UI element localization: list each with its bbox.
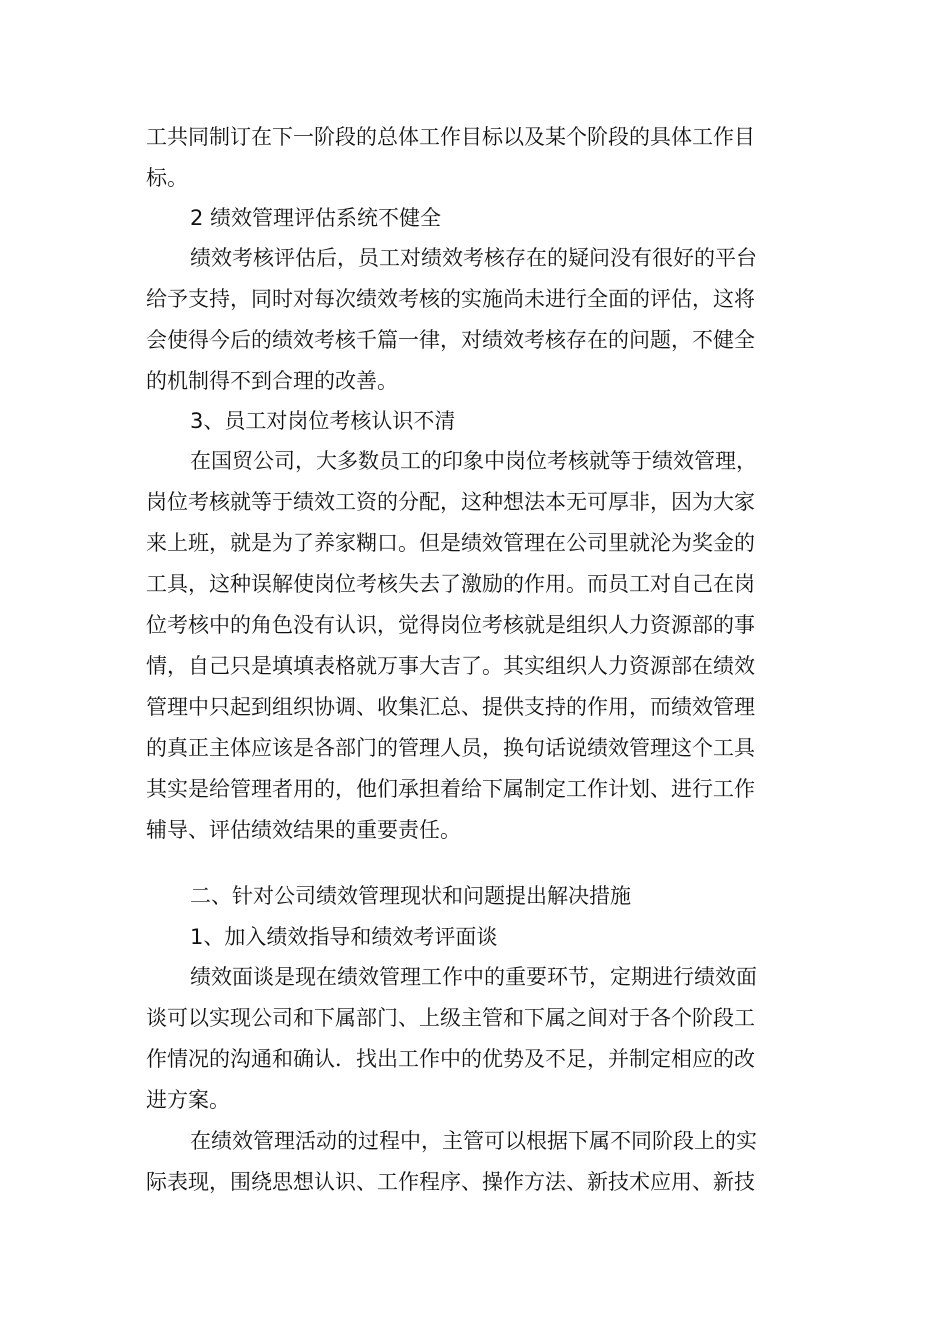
- body-text-line: 工具，这种误解使岗位考核失去了激励的作用。而员工对自己在岗: [146, 572, 755, 596]
- body-text-line: 会使得今后的绩效考核千篇一律，对绩效考核存在的问题，不健全: [146, 328, 755, 352]
- body-text-line: 来上班，就是为了养家糊口。但是绩效管理在公司里就沦为奖金的: [146, 531, 755, 555]
- body-text-line: 在绩效管理活动的过程中，主管可以根据下属不同阶段上的实: [190, 1129, 757, 1153]
- body-text-line: 岗位考核就等于绩效工资的分配，这种想法本无可厚非，因为大家: [146, 490, 755, 514]
- body-text-line: 管理中只起到组织协调、收集汇总、提供支持的作用，而绩效管理: [146, 695, 755, 719]
- body-text-line: 给予支持，同时对每次绩效考核的实施尚未进行全面的评估，这将: [146, 287, 755, 311]
- body-text-line: 谈可以实现公司和下属部门、上级主管和下属之间对于各个阶段工: [146, 1006, 755, 1030]
- body-text-line: 进方案。: [146, 1088, 230, 1112]
- body-text-line: 的机制得不到合理的改善。: [146, 369, 398, 393]
- body-text-line: 标。: [146, 166, 188, 190]
- section-heading: 二、针对公司绩效管理现状和问题提出解决措施: [190, 884, 631, 908]
- body-text-line: 位考核中的角色没有认识，觉得岗位考核就是组织人力资源部的事: [146, 613, 755, 637]
- section-heading: 2 绩效管理评估系统不健全: [190, 206, 442, 230]
- body-text-line: 在国贸公司，大多数员工的印象中岗位考核就等于绩效管理，: [190, 449, 757, 473]
- body-text-line: 作情况的沟通和确认．找出工作中的优势及不足，并制定相应的改: [146, 1047, 755, 1071]
- body-text-line: 工共同制订在下一阶段的总体工作目标以及某个阶段的具体工作目: [146, 125, 755, 149]
- body-text-line: 绩效考核评估后，员工对绩效考核存在的疑问没有很好的平台: [190, 246, 757, 270]
- body-text-line: 际表现，围绕思想认识、工作程序、操作方法、新技术应用、新技: [146, 1170, 755, 1194]
- body-text-line: 其实是给管理者用的，他们承担着给下属制定工作计划、进行工作: [146, 777, 755, 801]
- section-heading: 1、加入绩效指导和绩效考评面谈: [190, 925, 498, 949]
- body-text-line: 绩效面谈是现在绩效管理工作中的重要环节，定期进行绩效面: [190, 965, 757, 989]
- body-text-line: 辅导、评估绩效结果的重要责任。: [146, 818, 461, 842]
- body-text-line: 情，自己只是填填表格就万事大吉了。其实组织人力资源部在绩效: [146, 654, 755, 678]
- section-heading: 3、员工对岗位考核认识不清: [190, 409, 456, 433]
- body-text-line: 的真正主体应该是各部门的管理人员，换句话说绩效管理这个工具: [146, 736, 755, 760]
